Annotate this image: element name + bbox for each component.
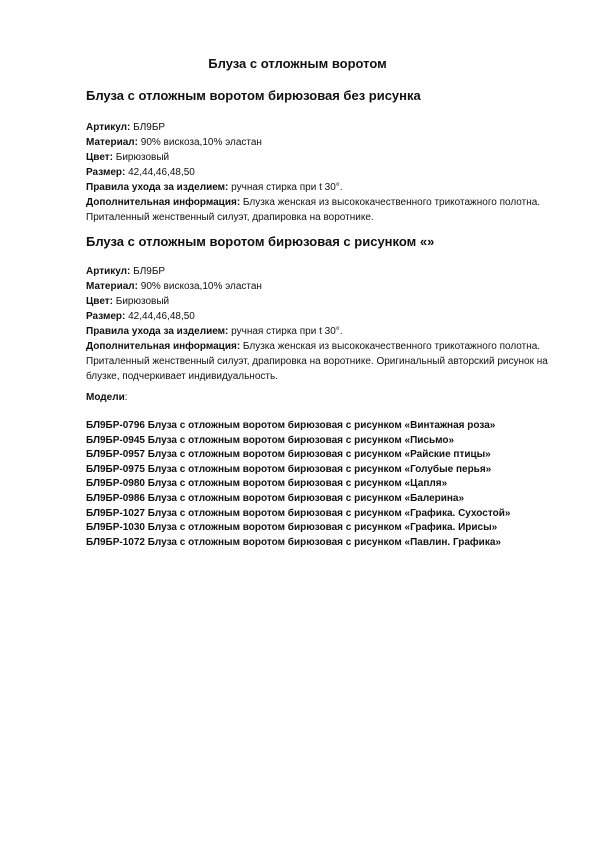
list-item: БЛ9БР-0980 Блуза с отложным воротом бирюзовая с рисунком «Цапля»	[86, 478, 448, 490]
size-value: 42,44,46,48,50	[125, 167, 195, 178]
list-item: БЛ9БР-0975 Блуза с отложным воротом бирюзовая с рисунком «Голубые перья»	[86, 463, 492, 475]
info-label: Дополнительная информация:	[86, 341, 241, 352]
info-label: Дополнительная информация:	[86, 197, 241, 208]
section-heading-plain: Блуза с отложным воротом бирюзовая без рисунка	[86, 88, 421, 103]
list-item: БЛ9БР-1030 Блуза с отложным воротом бирюзовая с рисунком «Графика. Ирисы»	[86, 522, 498, 534]
spec-block-print	[86, 264, 556, 384]
spec-material	[86, 135, 556, 150]
document-title: Блуза с отложным воротом	[208, 56, 387, 71]
list-item: БЛ9БР-0796 Блуза с отложным воротом бирюзовая с рисунком «Винтажная роза»	[86, 420, 496, 431]
spec-color	[86, 294, 556, 309]
care-value: ручная стирка при t 30°.	[228, 182, 343, 193]
models-label-suffix: :	[124, 392, 128, 403]
list-item: БЛ9БР-0957 Блуза с отложным воротом бирюзовая с рисунком «Райские птицы»	[86, 449, 491, 461]
list-item: БЛ9БР-0945 Блуза с отложным воротом бирюзовая с рисунком «Письмо»	[86, 434, 455, 446]
spec-size	[86, 309, 556, 324]
models-heading	[86, 390, 128, 405]
color-label: Цвет:	[86, 152, 113, 163]
models-label: Модели	[86, 392, 125, 403]
material-label: Материал:	[86, 137, 138, 148]
material-value: 90% вискоза,10% эластан	[137, 137, 262, 148]
spec-size	[86, 165, 556, 180]
article-label: Артикул:	[86, 122, 131, 133]
list-item: БЛ9БР-0986 Блуза с отложным воротом бирюзовая с рисунком «Балерина»	[86, 492, 465, 504]
care-value: ручная стирка при t 30°.	[228, 326, 343, 337]
material-label: Материал:	[86, 281, 138, 292]
section-heading-print: Блуза с отложным воротом бирюзовая с рисунком «»	[86, 234, 435, 249]
material-value: 90% вискоза,10% эластан	[137, 281, 262, 292]
color-label: Цвет:	[86, 296, 113, 307]
color-value: Бирюзовый	[112, 152, 170, 163]
size-label: Размер:	[86, 167, 126, 178]
spec-info	[86, 339, 556, 384]
info-value: Блузка женская из высококачественного трикотажного полотна. Приталенный женственный силуэт, драпировка на воротнике.	[86, 197, 541, 223]
spec-article	[86, 264, 556, 279]
spec-care	[86, 180, 556, 195]
care-label: Правила ухода за изделием:	[86, 326, 229, 337]
color-value: Бирюзовый	[112, 296, 170, 307]
article-label: Артикул:	[86, 266, 131, 277]
spec-article	[86, 120, 556, 135]
model-list	[86, 419, 556, 550]
spec-care	[86, 324, 556, 339]
article-value: БЛ9БР	[130, 266, 166, 277]
spec-color	[86, 150, 556, 165]
spec-info	[86, 195, 556, 225]
size-value: 42,44,46,48,50	[125, 311, 195, 322]
list-item: БЛ9БР-1072 Блуза с отложным воротом бирюзовая с рисунком «Павлин. Графика»	[86, 536, 501, 548]
spec-material	[86, 279, 556, 294]
article-value: БЛ9БР	[130, 122, 166, 133]
list-item: БЛ9БР-1027 Блуза с отложным воротом бирюзовая с рисунком «Графика. Сухостой»	[86, 507, 511, 519]
size-label: Размер:	[86, 311, 126, 322]
info-value: Блузка женская из высококачественного трикотажного полотна. Приталенный женственный силуэт, драпировка на воротнике. Оригинальный авторский рисунок на блузке, подчеркивает индивидуальность.	[86, 341, 548, 382]
spec-block-plain	[86, 120, 556, 225]
care-label: Правила ухода за изделием:	[86, 182, 229, 193]
